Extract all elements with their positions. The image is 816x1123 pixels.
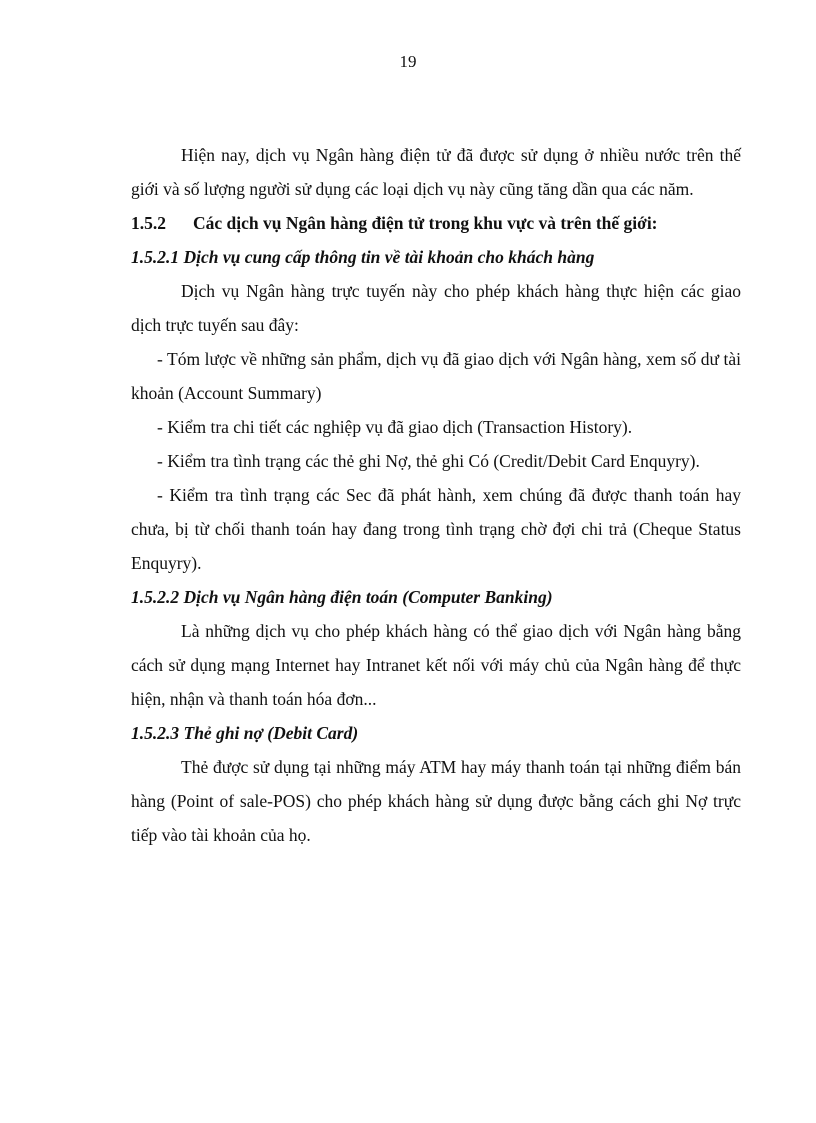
subsection-intro-paragraph: Dịch vụ Ngân hàng trực tuyến này cho phép khách hàng thực hiện các giao dịch trực tuyến sau đây: [131,281,741,335]
section-heading-1-5-2 [131,206,741,240]
subsection-heading-1-5-2-2: 1.5.2.2 Dịch vụ Ngân hàng điện toán (Computer Banking) [131,587,553,607]
page-number: 19 [399,52,417,71]
debit-card-paragraph: Thẻ được sử dụng tại những máy ATM hay máy thanh toán tại những điểm bán hàng (Point of sale-POS) cho phép khách hàng sử dụng được bằng cách ghi Nợ trực tiếp vào tài khoản của họ. [131,757,741,845]
section-title: Các dịch vụ Ngân hàng điện tử trong khu vực và trên thế giới: [193,213,658,233]
list-item: - Kiểm tra chi tiết các nghiệp vụ đã giao dịch (Transaction History). [157,417,633,437]
computer-banking-paragraph: Là những dịch vụ cho phép khách hàng có thể giao dịch với Ngân hàng bằng cách sử dụng mạng Internet hay Intranet kết nối với máy chủ của Ngân hàng để thực hiện, nhận và thanh toán hóa đơn... [131,621,741,709]
intro-paragraph: Hiện nay, dịch vụ Ngân hàng điện tử đã được sử dụng ở nhiều nước trên thế giới và số lượng người sử dụng các loại dịch vụ này cũng tăng dần qua các năm. [131,145,741,199]
list-item: - Tóm lược về những sản phẩm, dịch vụ đã giao dịch với Ngân hàng, xem số dư tài khoản (Account Summary) [131,349,741,403]
list-item: - Kiểm tra tình trạng các Sec đã phát hành, xem chúng đã được thanh toán hay chưa, bị từ chối thanh toán hay đang trong tình trạng chờ đợi chi trả (Cheque Status Enquyry). [131,485,741,573]
section-number: 1.5.2 [131,213,166,233]
document-body [131,138,741,852]
subsection-heading-1-5-2-3: 1.5.2.3 Thẻ ghi nợ (Debit Card) [131,723,359,743]
list-item: - Kiểm tra tình trạng các thẻ ghi Nợ, thẻ ghi Có (Credit/Debit Card Enquyry). [157,451,700,471]
subsection-heading-1-5-2-1: 1.5.2.1 Dịch vụ cung cấp thông tin về tài khoản cho khách hàng [131,247,595,267]
